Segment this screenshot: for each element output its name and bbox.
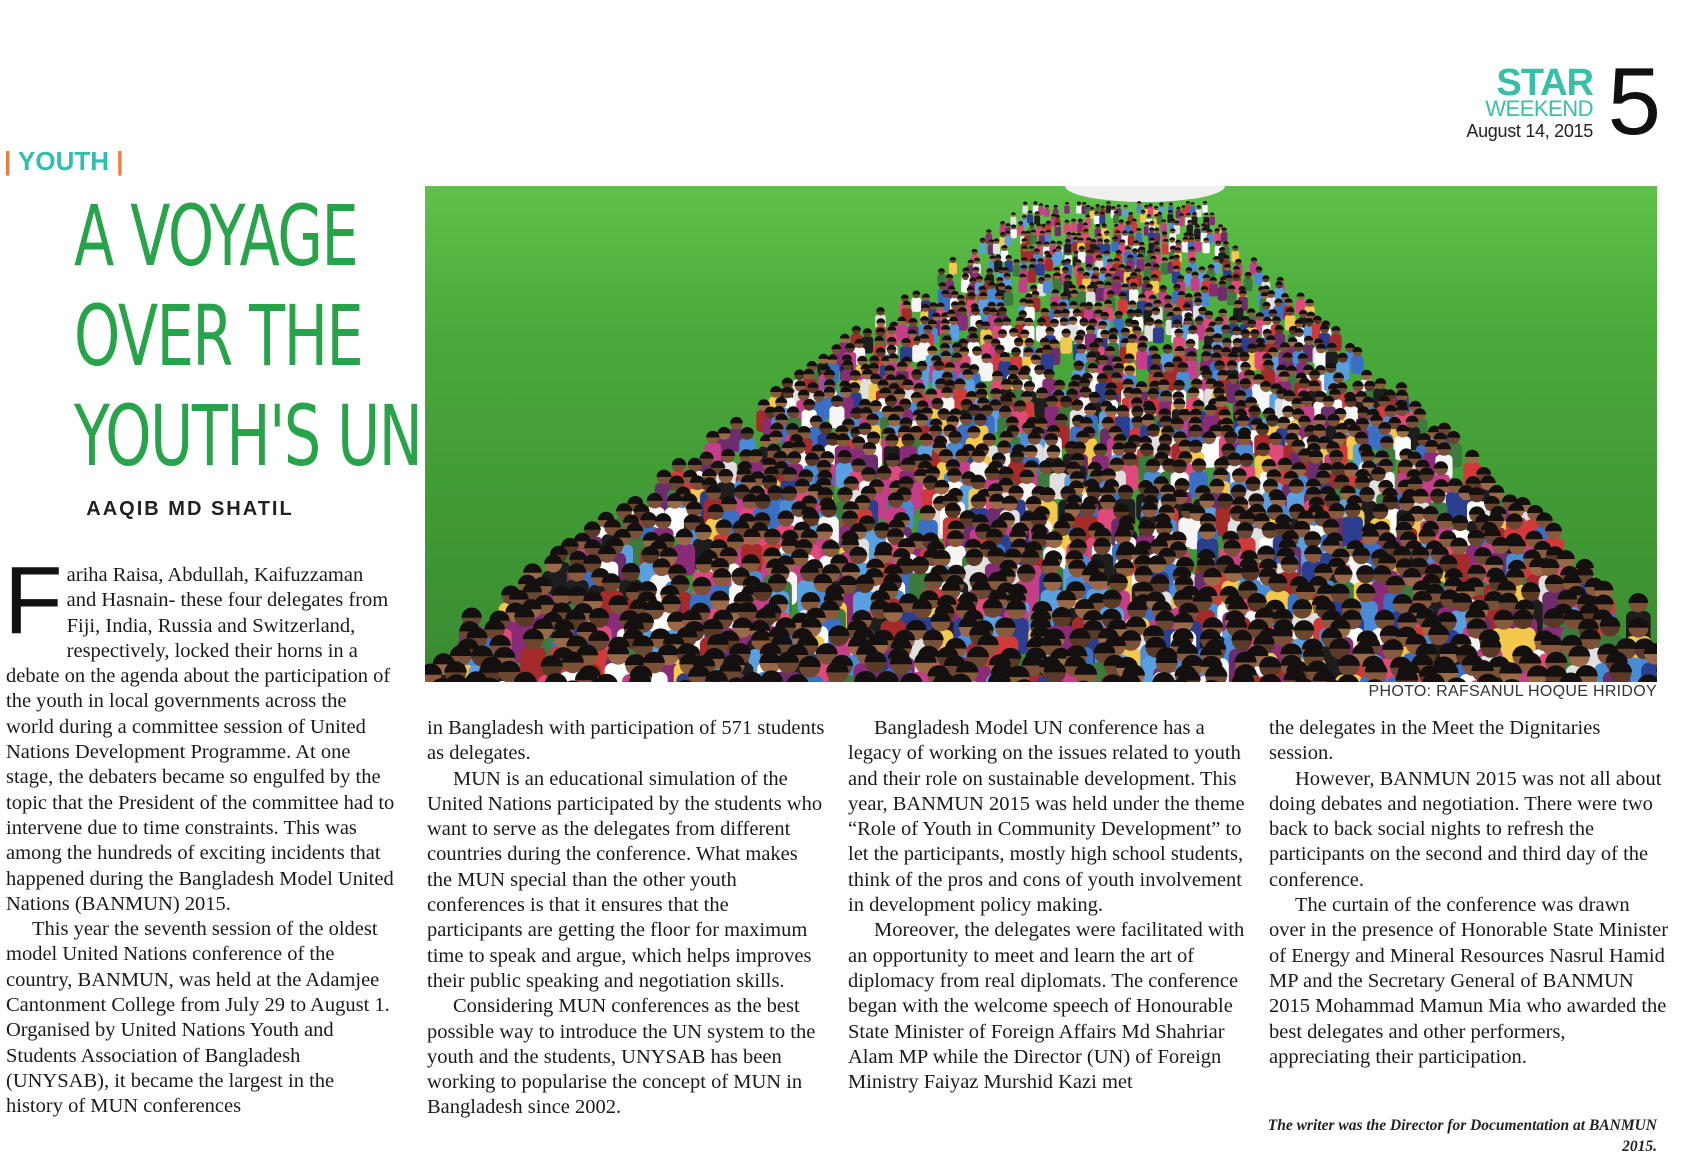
masthead-brand: STAR — [1496, 64, 1593, 102]
article-paragraph: However, BANMUN 2015 was not all about doing debates and negotiation. There were two back to back social nights to refresh the participants on the second and third day of the conference. — [1269, 767, 1669, 893]
writer-note: The writer was the Director for Documentation at BANMUN 2015. — [1237, 1115, 1657, 1157]
group-photo-image — [425, 186, 1657, 682]
section-tag-bar-left: | — [4, 146, 11, 176]
article-column-2 — [427, 716, 827, 1121]
article-paragraph: Bangladesh Model UN conference has a legacy of working on the issues related to youth and their role on sustainable development. This year, BANMUN 2015 was held under the theme “Role of Youth in Community Development” to let the participants, mostly high school students, think of the pros and cons of youth involvement in development policy making. — [848, 716, 1248, 918]
article-paragraph: in Bangladesh with participation of 571 students as delegates. — [427, 716, 827, 767]
article-paragraph: Considering MUN conferences as the best possible way to introduce the UN system to the youth and the students, UNYSAB has been working to popularise the concept of MUN in Bangladesh since 2002. — [427, 994, 827, 1120]
photo-credit: PHOTO: RAFSANUL HOQUE HRIDOY — [1369, 683, 1657, 701]
article-paragraph: the delegates in the Meet the Dignitaries session. — [1269, 716, 1669, 767]
headline-line-2: OVER THE — [74, 286, 326, 386]
article-paragraph: Fariha Raisa, Abdullah, Kaifuzzaman and Hasnain- these four delegates from Fiji, India, Russia and Switzerland, respectively, locked their horns in a debate on the agenda about the participation of the youth in local governments across the world during a committee session of United Nations Development Programme. At one stage, the debaters became so engulfed by the topic that the President of the committee had to intervene due to time constraints. This was among the hundreds of exciting incidents that happened during the Bangladesh Model United Nations (BANMUN) 2015. — [6, 563, 396, 917]
issue-date: August 14, 2015 — [1466, 120, 1593, 142]
section-tag — [4, 146, 124, 176]
article-paragraph: MUN is an educational simulation of the United Nations participated by the students who want to serve as the delegates from different countries during the conference. What makes the MUN special than the other youth conferences is that it ensures that the participants are getting the floor for maximum time to speak and argue, which helps improves their public speaking and negotiation skills. — [427, 767, 827, 995]
headline-line-3: YOUTH'S UN — [74, 386, 326, 486]
page-number: 5 — [1608, 54, 1661, 150]
byline: AAQIB MD SHATIL — [0, 498, 380, 521]
drop-cap: F — [4, 563, 63, 639]
group-photo — [425, 186, 1657, 682]
article-column-1 — [6, 563, 396, 1120]
article-paragraph: Moreover, the delegates were facilitated with an opportunity to meet and learn the art of diplomacy from real diplomats. The conference began with the welcome speech of Honourable State Minister of Foreign Affairs Md Shahriar Alam MP while the Director (UN) of Foreign Ministry Faiyaz Murshid Kazi met — [848, 918, 1248, 1095]
article-paragraph: This year the seventh session of the oldest model United Nations conference of the country, BANMUN, was held at the Adamjee Cantonment College from July 29 to August 1. Organised by United Nations Youth and Students Association of Bangladesh (UNYSAB), it became the largest in the history of MUN conferences — [6, 917, 396, 1119]
article-column-3 — [848, 716, 1248, 1095]
article-column-4 — [1269, 716, 1669, 1070]
section-tag-label: YOUTH — [18, 146, 109, 176]
masthead-sub: WEEKEND — [1485, 98, 1593, 120]
article-paragraph: The curtain of the conference was drawn over in the presence of Honorable State Minister of Energy and Mineral Resources Nasrul Hamid MP and the Secretary General of BANMUN 2015 Mohammad Mamun Mia who awarded the best delegates and other performers, appreciating their participation. — [1269, 893, 1669, 1070]
headline — [20, 186, 380, 486]
section-tag-bar-right: | — [116, 146, 123, 176]
masthead — [1401, 62, 1661, 152]
headline-line-1: A VOYAGE — [74, 186, 326, 286]
